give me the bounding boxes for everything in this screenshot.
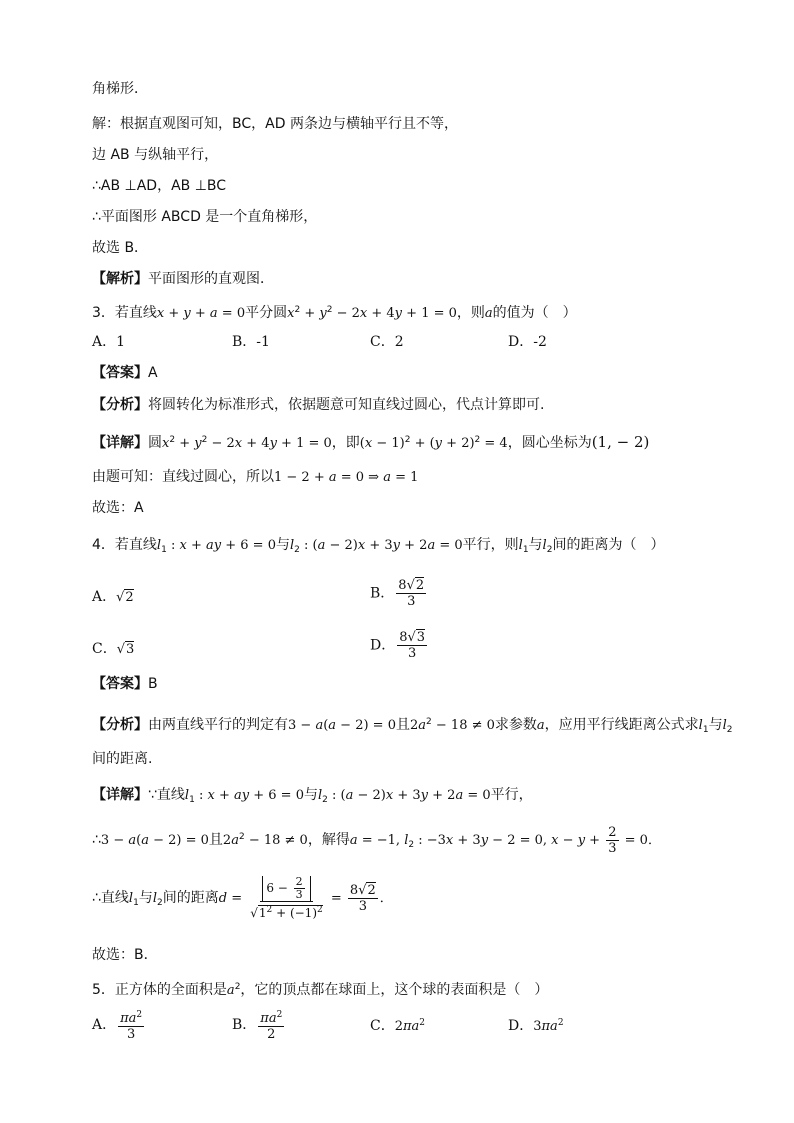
analysis-text: 与: [708, 717, 723, 733]
detail-text: 且: [208, 832, 223, 848]
analysis-tag: 【解析】: [92, 271, 148, 287]
detail-text: ，圆心坐标为: [507, 435, 592, 451]
q4-answer: [92, 675, 158, 693]
q4-stem: 间的距离为（ ）: [552, 537, 665, 553]
detail-text: ，解得: [307, 832, 350, 848]
q4-analysis: 【分析】由两直线平行的判定有3 − a(a − 2) = 0且$2a^2 - 18 \ne 0$求参数a，应用平行线距离公式求$l_1$与$l_2$: [92, 717, 733, 735]
q3-option-c: C．2: [370, 334, 404, 350]
analysis-text: ，应用平行线距离公式求: [544, 717, 699, 733]
question-5: 5．正方体的全面积是$a^2$，它的顶点都在球面上，这个球的表面积是（ ）: [92, 982, 549, 998]
q3-answer: [92, 364, 158, 382]
analysis-text: 将圆转化为标准形式，依据题意可知直线过圆心，代点计算即可.: [148, 397, 545, 413]
q4-distance: ∴直线$l_1$与$l_2$间的距离d = 6 − $\frac{2}{3}$ $√1^2 + (-1)^2$ = $\frac{8√2}{3}$ ．: [92, 874, 393, 920]
q5-stem: 5．正方体的全面积是: [92, 982, 227, 998]
q4-option-d: D． $\frac{8√3}{3}$: [370, 630, 426, 661]
text-line: ∴AB ⊥AD，AB ⊥BC: [92, 178, 227, 194]
question-4: 4．若直线$l_1$ : x + ay + 6 = 0与$l_2$ : (a − 2)x + 3y + 2a = 0平行，则$l_1$与$l_2$间的距离为（ ）: [92, 537, 665, 555]
q4-detail: 【详解】∵直线$l_1$ : x + ay + 6 = 0与$l_2$ : (a − 2)x + 3y + 2a = 0平行，: [92, 787, 533, 805]
analysis-text: 求参数: [494, 717, 537, 733]
detail-text: 间的距离: [162, 890, 219, 906]
answer-value: A: [148, 365, 158, 381]
question-3: 3．若直线x + y + a = 0平分圆$x^2 + y^2 - 2x + 4y + 1 = 0$，则a的值为（ ）: [92, 305, 577, 321]
text-line: 故选 B．: [92, 240, 149, 256]
q3-option-d: D．-2: [508, 334, 547, 350]
q5-option-a: A． $\frac{\pi a^2}{3}$: [92, 1010, 143, 1042]
q4-analysis-cont: 间的距离.: [92, 751, 153, 767]
q3-detail: 【详解】圆$x^2 + y^2 - 2x + 4y + 1 = 0$，即$(x - 1)^2 + (y + 2)^2 = 4$，圆心坐标为(1, − 2): [92, 433, 650, 451]
detail-text: ∴: [92, 832, 101, 848]
q3-option-b: B．-1: [232, 334, 270, 350]
q4-choice: 故选：B．: [92, 947, 158, 963]
detail-text: ，即: [331, 435, 360, 451]
analysis-text: 平面图形的直观图．: [148, 271, 274, 287]
detail-text: ∵直线: [148, 787, 185, 803]
q4-stem: 平行，则: [462, 537, 519, 553]
analysis-line: [92, 270, 274, 288]
detail-text: ∴直线: [92, 890, 129, 906]
detail-text: 与: [303, 787, 318, 803]
q4-stem: 与: [275, 537, 290, 553]
q4-stem: 4．若直线: [92, 537, 157, 553]
q3-stem: 的值为（ ）: [492, 305, 577, 321]
q3-option-a: A．1: [92, 334, 126, 350]
analysis-text: 且: [395, 717, 410, 733]
detail-tag: 【详解】: [92, 787, 148, 803]
detail-text: 与: [138, 890, 153, 906]
text-line: ∴平面图形 ABCD 是一个直角梯形，: [92, 209, 318, 225]
analysis-tag: 【分析】: [92, 397, 148, 413]
q4-stem: 与: [528, 537, 543, 553]
q4-solve: ∴3 − a(a − 2) = 0且$2a^2 - 18 \ne 0$，解得a = −1, $l_2$ : −3x + 3y − 2 = 0, x − y + $\frac{2}{3}$ = 0．: [92, 824, 661, 856]
answer-tag: 【答案】: [92, 365, 148, 381]
analysis-tag: 【分析】: [92, 717, 148, 733]
q3-stem: 平分圆: [245, 305, 288, 321]
detail-text: 圆: [148, 435, 162, 451]
derivation-text: 由题可知：直线过圆心，所以: [92, 469, 274, 485]
answer-value: B: [148, 676, 158, 692]
text-line: 角梯形．: [92, 81, 148, 97]
text-line: 边 AB 与纵轴平行，: [92, 147, 219, 163]
q3-choice: 故选：A: [92, 500, 144, 516]
detail-text: 平行，: [490, 787, 533, 803]
q5-option-b: B． $\frac{\pi a^2}{2}$: [232, 1010, 283, 1042]
q3-stem: 3．若直线: [92, 305, 157, 321]
answer-tag: 【答案】: [92, 676, 148, 692]
analysis-text: 由两直线平行的判定有: [148, 717, 288, 733]
detail-tag: 【详解】: [92, 435, 148, 451]
q5-stem: ，它的顶点都在球面上，这个球的表面积是（ ）: [240, 982, 549, 998]
q5-option-d: D．$3\pi a^2$: [508, 1018, 564, 1034]
q4-option-c: C．√3: [92, 641, 135, 657]
q5-option-c: C．$2\pi a^2$: [370, 1018, 426, 1034]
q3-analysis: [92, 396, 544, 414]
q3-stem: ，则: [456, 305, 485, 321]
text-line: 解：根据直观图可知，BC，AD 两条边与横轴平行且不等，: [92, 116, 458, 132]
q4-option-a: A．√2: [92, 589, 134, 605]
q3-derivation: 由题可知：直线过圆心，所以1 − 2 + a = 0 ⇒ a = 1: [92, 469, 419, 485]
q4-option-b: B． $\frac{8√2}{3}$: [370, 578, 425, 609]
